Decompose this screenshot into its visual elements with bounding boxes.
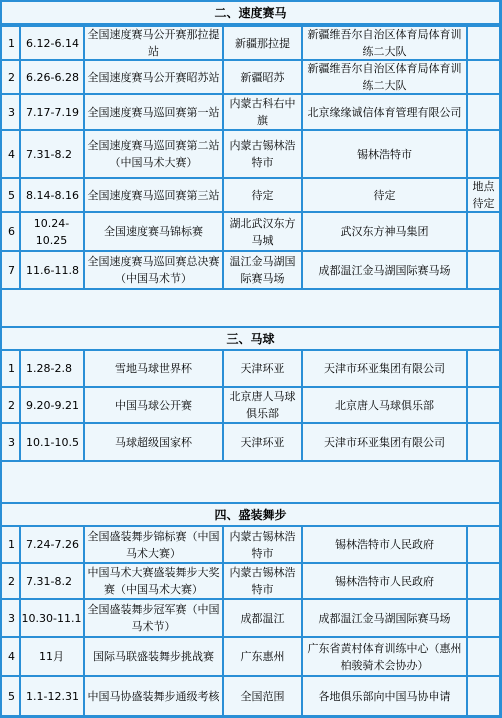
cell-note: 地点待定 [468, 179, 499, 211]
cell-no: 2 [2, 388, 19, 422]
section-header: 二、速度赛马 [2, 2, 499, 23]
cell-date: 6.12-6.14 [21, 27, 83, 59]
cell-no: 1 [2, 27, 19, 59]
section-header: 三、马球 [2, 328, 499, 349]
cell-date: 10.30-11.1 [21, 600, 83, 636]
cell-venue: 成都温江 [224, 600, 301, 636]
cell-date: 1.28-2.8 [21, 351, 83, 386]
cell-organizer: 天津市环亚集团有限公司 [303, 351, 466, 386]
cell-note [468, 61, 499, 93]
cell-date: 7.17-7.19 [21, 95, 83, 129]
table-row [2, 61, 499, 93]
cell-venue: 湖北武汉东方马城 [224, 213, 301, 250]
cell-note [468, 131, 499, 177]
cell-note [468, 388, 499, 422]
cell-event: 全国速度赛马锦标赛 [85, 213, 222, 250]
table-row [2, 252, 499, 288]
cell-note [468, 564, 499, 598]
cell-no: 3 [2, 600, 19, 636]
cell-organizer: 北京缘缘诚信体育管理有限公司 [303, 95, 466, 129]
cell-no: 3 [2, 424, 19, 460]
cell-event: 中国马球公开赛 [85, 388, 222, 422]
cell-no: 4 [2, 638, 19, 675]
cell-no: 7 [2, 252, 19, 288]
cell-venue: 天津环亚 [224, 424, 301, 460]
cell-date: 8.14-8.16 [21, 179, 83, 211]
cell-no: 6 [2, 213, 19, 250]
cell-event: 全国盛装舞步冠军赛（中国马术节） [85, 600, 222, 636]
cell-event: 全国速度赛马巡回赛第三站 [85, 179, 222, 211]
cell-venue: 天津环亚 [224, 351, 301, 386]
cell-note [468, 677, 499, 715]
cell-organizer: 锡林浩特市 [303, 131, 466, 177]
cell-venue: 内蒙古锡林浩特市 [224, 564, 301, 598]
cell-date: 11月 [21, 638, 83, 675]
cell-venue: 温江金马湖国际赛马场 [224, 252, 301, 288]
cell-date: 6.26-6.28 [21, 61, 83, 93]
cell-no: 1 [2, 351, 19, 386]
cell-organizer: 天津市环亚集团有限公司 [303, 424, 466, 460]
table-row [2, 388, 499, 422]
cell-organizer: 成都温江金马湖国际赛马场 [303, 252, 466, 288]
cell-event: 中国马术大赛盛装舞步大奖赛（中国马术大赛） [85, 564, 222, 598]
cell-no: 2 [2, 564, 19, 598]
cell-organizer: 北京唐人马球俱乐部 [303, 388, 466, 422]
table-row [2, 424, 499, 460]
cell-event: 国际马联盛装舞步挑战赛 [85, 638, 222, 675]
cell-note [468, 213, 499, 250]
cell-no: 1 [2, 527, 19, 562]
cell-event: 全国速度赛马巡回赛总决赛（中国马术节） [85, 252, 222, 288]
cell-venue: 内蒙古科右中旗 [224, 95, 301, 129]
cell-date: 10.1-10.5 [21, 424, 83, 460]
cell-organizer: 成都温江金马湖国际赛马场 [303, 600, 466, 636]
table-row [2, 527, 499, 562]
cell-note [468, 95, 499, 129]
cell-event: 全国速度赛马巡回赛第二站（中国马术大赛） [85, 131, 222, 177]
cell-venue: 内蒙古锡林浩特市 [224, 527, 301, 562]
section-header: 四、盛装舞步 [2, 504, 499, 525]
table-row [2, 564, 499, 598]
table-row [2, 27, 499, 59]
cell-organizer: 锡林浩特市人民政府 [303, 564, 466, 598]
table-row [2, 600, 499, 636]
cell-event: 全国速度赛马公开赛那拉提站 [85, 27, 222, 59]
cell-event: 全国速度赛马公开赛昭苏站 [85, 61, 222, 93]
table-row [2, 213, 499, 250]
cell-organizer: 广东省黄村体育训练中心（惠州柏骏骑术会协办） [303, 638, 466, 675]
cell-no: 3 [2, 95, 19, 129]
cell-note [468, 527, 499, 562]
table-row [2, 179, 499, 211]
cell-date: 1.1-12.31 [21, 677, 83, 715]
cell-event: 全国盛装舞步锦标赛（中国马术大赛） [85, 527, 222, 562]
cell-date: 7.31-8.2 [21, 131, 83, 177]
cell-no: 5 [2, 677, 19, 715]
cell-venue: 新疆那拉提 [224, 27, 301, 59]
cell-organizer: 新疆维吾尔自治区体育局体育训练二大队 [303, 61, 466, 93]
cell-event: 中国马协盛装舞步通级考核 [85, 677, 222, 715]
cell-event: 马球超级国家杯 [85, 424, 222, 460]
blank-row [2, 290, 499, 326]
cell-date: 7.24-7.26 [21, 527, 83, 562]
cell-no: 4 [2, 131, 19, 177]
table-row [2, 638, 499, 675]
cell-venue: 全国范围 [224, 677, 301, 715]
table-row [2, 131, 499, 177]
cell-venue: 待定 [224, 179, 301, 211]
cell-no: 2 [2, 61, 19, 93]
cell-date: 9.20-9.21 [21, 388, 83, 422]
cell-venue: 广东惠州 [224, 638, 301, 675]
cell-note [468, 638, 499, 675]
cell-event: 雪地马球世界杯 [85, 351, 222, 386]
cell-event: 全国速度赛马巡回赛第一站 [85, 95, 222, 129]
cell-date: 11.6-11.8 [21, 252, 83, 288]
cell-note [468, 424, 499, 460]
cell-venue: 北京唐人马球俱乐部 [224, 388, 301, 422]
cell-organizer: 武汉东方神马集团 [303, 213, 466, 250]
table-row [2, 95, 499, 129]
cell-note [468, 252, 499, 288]
cell-date: 7.31-8.2 [21, 564, 83, 598]
table-row [2, 351, 499, 386]
cell-organizer: 待定 [303, 179, 466, 211]
cell-no: 5 [2, 179, 19, 211]
cell-note [468, 27, 499, 59]
cell-date: 10.24-10.25 [21, 213, 83, 250]
cell-note [468, 600, 499, 636]
cell-organizer: 锡林浩特市人民政府 [303, 527, 466, 562]
cell-venue: 新疆昭苏 [224, 61, 301, 93]
cell-venue: 内蒙古锡林浩特市 [224, 131, 301, 177]
cell-note [468, 351, 499, 386]
blank-row [2, 462, 499, 502]
cell-organizer: 各地俱乐部向中国马协申请 [303, 677, 466, 715]
cell-organizer: 新疆维吾尔自治区体育局体育训练二大队 [303, 27, 466, 59]
table-row [2, 677, 499, 715]
